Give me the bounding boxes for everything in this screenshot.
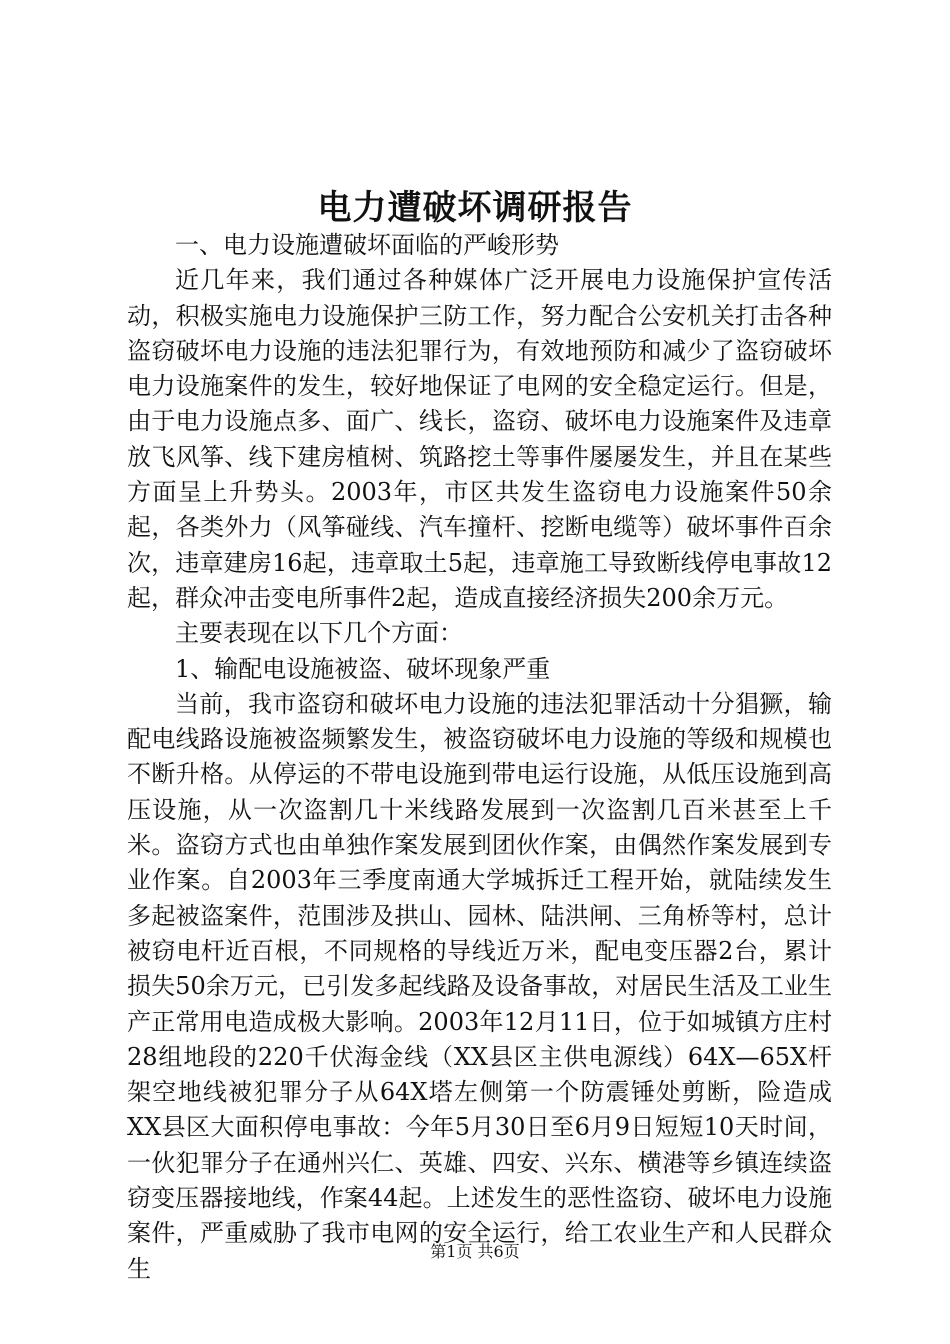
subsection-heading: 1、输配电设施被盗、破坏现象严重 [175,654,551,683]
body-paragraph: 当前，我市盗窃和破坏电力设施的违法犯罪活动十分猖獗，输配电线路设施被盗频繁发生，被盗窃破坏电力设施的等级和规模也不断升格。从停运的不带电设施到带电运行设施，从低压设施到高压设施，从一次盗割几十米线路发展到一次盗割几百米甚至上千米。盗窃方式也由单独作案发展到团伙作案，由偶然作案发展到专业作案。自2003年三季度南通大学城拆迁工程开始，就陆续发生多起被盗案件，范围涉及拱山、园林、陆洪闸、三角桥等村，总计被窃电杆近百根，不同规格的导线近万米，配电变压器2台，累计损失50余万元，已引发多起线路及设备事故，对居民生活及工业生产正常用电造成极大影响。2003年12月11日，位于如城镇方庄村28组地段的220千伏海金线（XX县区主供电源线）64X—65X杆架空地线被犯罪分子从64X塔左侧第一个防震锤处剪断，险造成XX县区大面积停电事故：今年5月30日至6月9日短短10天时间，一伙犯罪分子在通州兴仁、英雄、四安、兴东、横港等乡镇连续盗窃变压器接地线，作案44起。上述发生的恶性盗窃、破坏电力设施案件，严重威胁了我市电网的安全运行，给工农业生产和人民群众生 [127,689,832,1283]
page-number-footer: 第1页 共6页 [430,1242,520,1261]
document-body [127,228,832,1287]
section-heading: 一、电力设施遭破坏面临的严峻形势 [175,231,559,259]
document-title: 电力遭破坏调研报告 [317,188,633,228]
body-paragraph: 近几年来，我们通过各种媒体广泛开展电力设施保护宣传活动，积极实施电力设施保护三防工作，努力配合公安机关打击各种盗窃破坏电力设施的违法犯罪行为，有效地预防和减少了盗窃破坏电力设施案件的发生，较好地保证了电网的安全稳定运行。但是，由于电力设施点多、面广、线长，盗窃、破坏电力设施案件及违章放飞风筝、线下建房植树、筑路挖土等事件屡屡发生，并且在某些方面呈上升势头。2003年，市区共发生盗窃电力设施案件50余起，各类外力（风筝碰线、汽车撞杆、挖断电缆等）破坏事件百余次，违章建房16起，违章取土5起，违章施工导致断线停电事故12起，群众冲击变电所事件2起，造成直接经济损失200余万元。 [127,266,832,612]
body-paragraph: 主要表现在以下几个方面： [175,619,463,648]
